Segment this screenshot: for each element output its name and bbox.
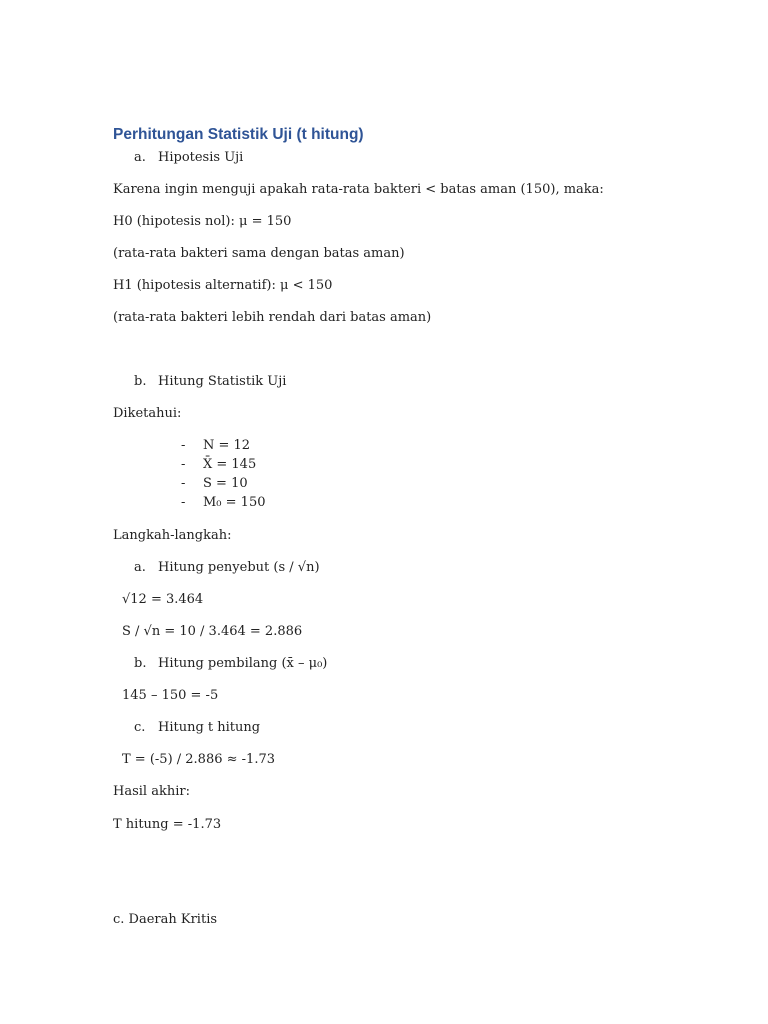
h1-paragraph: H1 (hipotesis alternatif): μ < 150 bbox=[113, 278, 333, 293]
result-label: Hasil akhir: bbox=[113, 784, 190, 799]
section-a-marker: a. bbox=[134, 150, 146, 165]
result-value: T hitung = -1.73 bbox=[113, 817, 222, 832]
list-item: N = 12 bbox=[203, 438, 251, 453]
step-b-marker: b. bbox=[134, 656, 147, 671]
step-a-label: Hitung penyebut (s / √n) bbox=[158, 560, 320, 575]
h1-note: (rata-rata bakteri lebih rendah dari batas aman) bbox=[113, 310, 432, 325]
intro-paragraph: Karena ingin menguji apakah rata-rata bakteri < batas aman (150), maka: bbox=[113, 182, 604, 197]
list-item: S = 10 bbox=[203, 476, 248, 491]
list-bullet: - bbox=[181, 457, 186, 472]
step-c-marker: c. bbox=[134, 720, 146, 735]
section-b-marker: b. bbox=[134, 374, 147, 389]
step-c-calc: T = (-5) / 2.886 ≈ -1.73 bbox=[122, 752, 275, 767]
list-bullet: - bbox=[181, 476, 186, 491]
step-a-marker: a. bbox=[134, 560, 146, 575]
steps-label: Langkah-langkah: bbox=[113, 528, 232, 543]
h0-paragraph: H0 (hipotesis nol): μ = 150 bbox=[113, 214, 292, 229]
section-b-label: Hitung Statistik Uji bbox=[158, 374, 287, 389]
list-bullet: - bbox=[181, 438, 186, 453]
list-item: M₀ = 150 bbox=[203, 495, 266, 510]
step-b-label: Hitung pembilang (x̄ – μ₀) bbox=[158, 656, 328, 671]
h0-note: (rata-rata bakteri sama dengan batas aman) bbox=[113, 246, 405, 261]
step-a-calc-1: √12 = 3.464 bbox=[122, 592, 204, 607]
step-a-calc-2: S / √n = 10 / 3.464 = 2.886 bbox=[122, 624, 303, 639]
page-title: Perhitungan Statistik Uji (t hitung) bbox=[113, 126, 364, 143]
step-b-calc: 145 – 150 = -5 bbox=[122, 688, 219, 703]
list-bullet: - bbox=[181, 495, 186, 510]
step-c-label: Hitung t hitung bbox=[158, 720, 261, 735]
section-c-heading: c. Daerah Kritis bbox=[113, 912, 218, 927]
list-item: X̄ = 145 bbox=[203, 457, 257, 472]
known-label: Diketahui: bbox=[113, 406, 182, 421]
section-a-label: Hipotesis Uji bbox=[158, 150, 244, 165]
